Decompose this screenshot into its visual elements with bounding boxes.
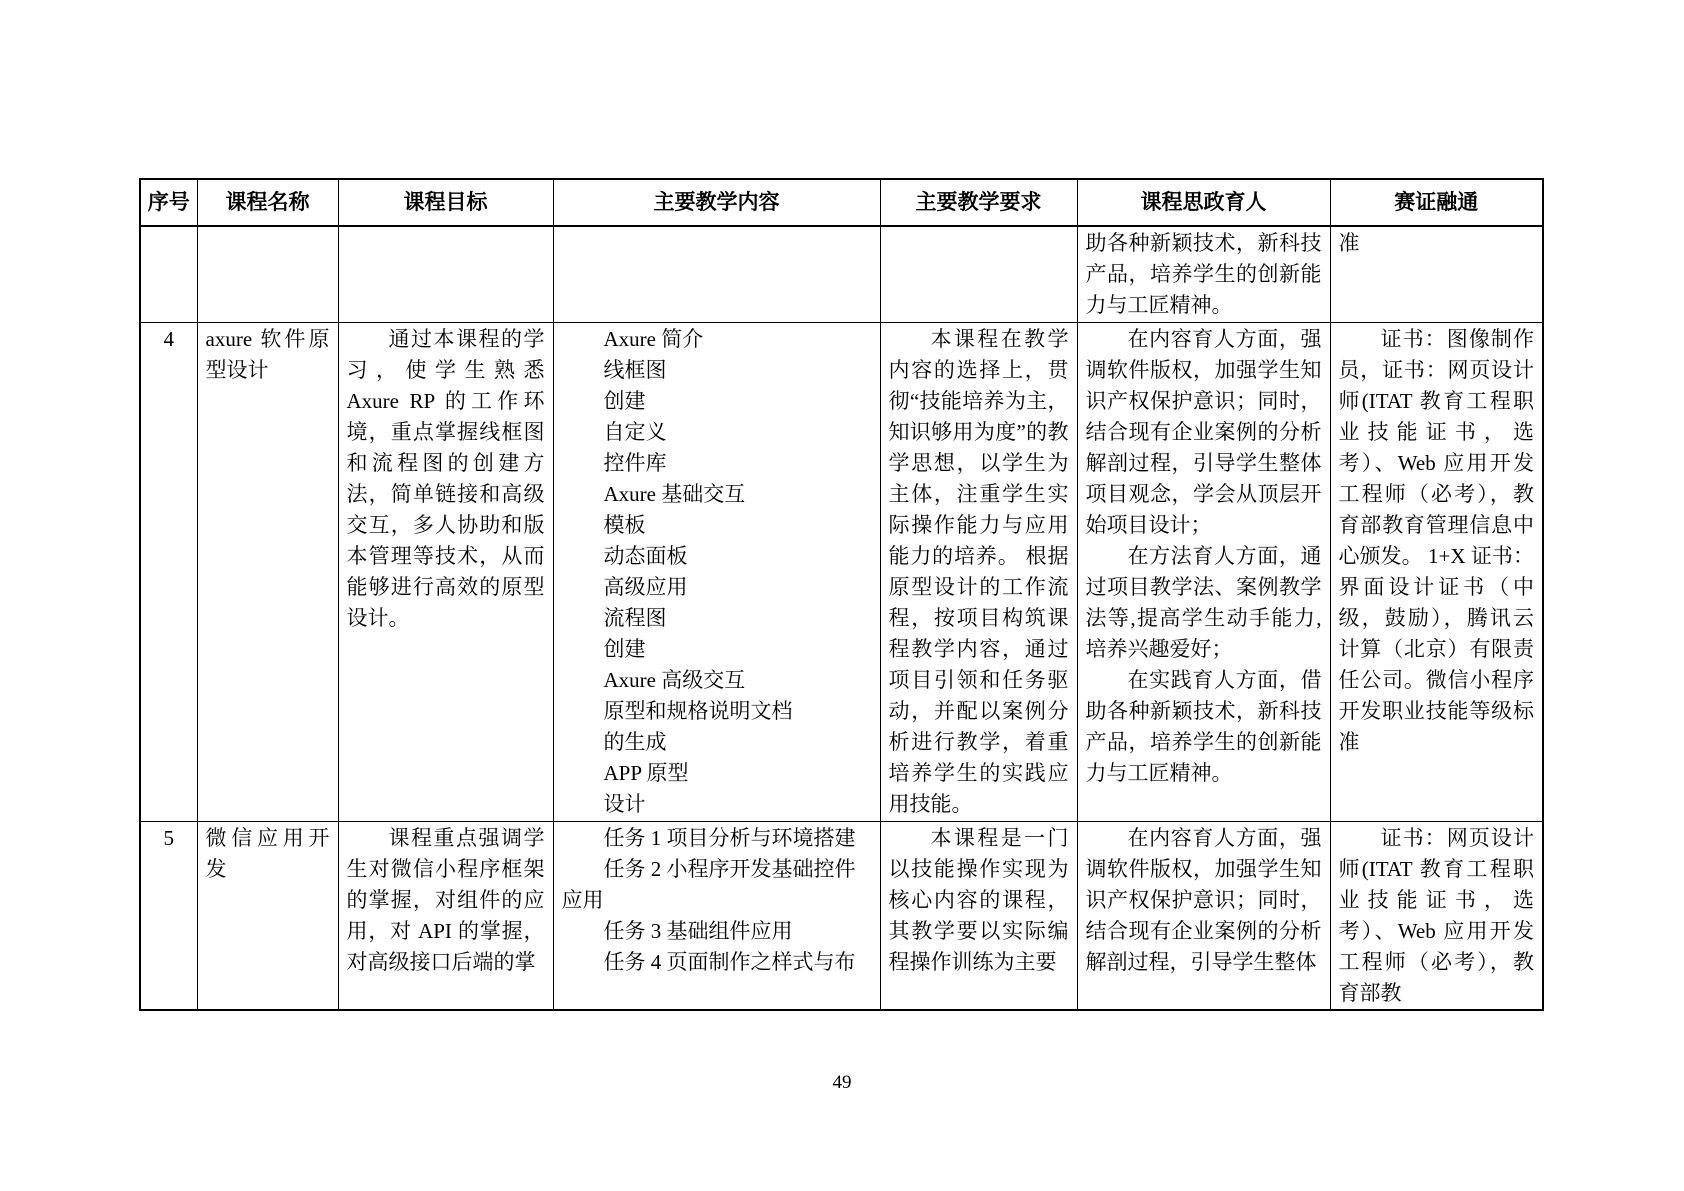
course-plan-table	[139, 178, 1544, 1011]
objective-paragraph: 通过本课程的学习，使学生熟悉 Axure RP 的工作环境，重点掌握线框图和流程图的创建方法，简单链接和高级交互，多人协助和版本管理等技术，从而能够进行高效的原型设计。	[346, 326, 545, 630]
content-line: 创建	[603, 388, 646, 413]
page-number: 49	[832, 1072, 852, 1093]
content-line: 流程图	[603, 605, 667, 630]
col-header-content: 主要教学内容	[553, 179, 880, 226]
content-line: 的生成	[603, 729, 667, 754]
content-line: 应用	[561, 887, 604, 912]
content-line: Axure 简介	[603, 326, 704, 351]
seq-cell: 4	[140, 322, 197, 821]
requirements-cell	[880, 226, 1077, 322]
content-line: APP 原型	[603, 760, 689, 785]
seq-cell: 5	[140, 821, 197, 1010]
content-line: 动态面板	[603, 543, 688, 568]
content-line: 任务 2 小程序开发基础控件	[603, 856, 856, 881]
col-header-objective: 课程目标	[338, 179, 553, 226]
requirements-cell	[880, 322, 1077, 821]
course-name-cell	[197, 226, 338, 322]
ideology-paragraph: 助各种新颖技术，新科技产品，培养学生的创新能力与工匠精神。	[1085, 231, 1322, 317]
certificates-paragraph: 证书：图像制作员，证书：网页设计师(ITAT 教育工程职业技能证书，选考）、Web 应用开发工程师（必考），教育部教育管理信息中心颁发。 1+X 证书：界面设计证书（中级，鼓励），腾讯云计算（北京）有限责任公司。微信小程序开发职业技能等级标准	[1338, 326, 1534, 754]
header-row	[140, 179, 1543, 226]
content-line: 原型和规格说明文档	[603, 698, 793, 723]
ideology-paragraph: 在内容育人方面，强调软件版权，加强学生知识产权保护意识；同时，结合现有企业案例的分析解剖过程，引导学生整体	[1085, 825, 1322, 974]
content-cell	[553, 226, 880, 322]
certificates-cell	[1330, 821, 1543, 1010]
objective-cell	[338, 226, 553, 322]
requirements-paragraph: 本课程在教学内容的选择上，贯彻“技能培养为主，知识够用为度”的教学思想，以学生为主体，注重学生实际操作能力与应用能力的培养。 根据原型设计的工作流程，按项目构筑课程教学内容，通过项目引领和任务驱动，并配以案例分析进行教学，着重培养学生的实践应用技能。	[888, 326, 1069, 816]
ideology-cell	[1077, 226, 1330, 322]
certificates-paragraph: 证书：网页设计师(ITAT 教育工程职业技能证书，选考）、Web 应用开发工程师（必考），教育部教	[1338, 825, 1534, 1005]
objective-cell	[338, 821, 553, 1010]
seq-cell	[140, 226, 197, 322]
certificates-paragraph: 准	[1338, 231, 1360, 255]
table-row-continuation	[140, 226, 1543, 322]
requirements-paragraph: 本课程是一门以技能操作实现为核心内容的课程，其教学要以实际编程操作训练为主要	[888, 825, 1069, 974]
content-line: 线框图	[603, 357, 667, 382]
col-header-course-name: 课程名称	[197, 179, 338, 226]
content-line: 设计	[603, 791, 646, 816]
objective-cell	[338, 322, 553, 821]
objective-paragraph: 课程重点强调学生对微信小程序框架的掌握，对组件的应用，对 API 的掌握，对高级接口后端的掌	[346, 825, 545, 974]
table-row-course-4	[140, 322, 1543, 821]
requirements-cell	[880, 821, 1077, 1010]
content-line: 任务 1 项目分析与环境搭建	[603, 825, 856, 850]
content-line: 任务 3 基础组件应用	[603, 918, 793, 943]
content-line: 任务 4 页面制作之样式与布	[603, 949, 856, 974]
content-line: 自定义	[603, 419, 667, 444]
col-header-certificates: 赛证融通	[1330, 179, 1543, 226]
content-cell	[553, 821, 880, 1010]
certificates-cell	[1330, 322, 1543, 821]
content-line: 模板	[603, 512, 646, 537]
col-header-ideology: 课程思政育人	[1077, 179, 1330, 226]
content-line: Axure 基础交互	[603, 481, 746, 506]
col-header-seq: 序号	[140, 179, 197, 226]
ideology-cell	[1077, 821, 1330, 1010]
ideology-paragraph: 在内容育人方面，强调软件版权，加强学生知识产权保护意识；同时，结合现有企业案例的分析解剖过程，引导学生整体项目观念，学会从顶层开始项目设计；	[1085, 326, 1322, 537]
content-line: Axure 高级交互	[603, 667, 746, 692]
content-line: 控件库	[603, 450, 667, 475]
ideology-paragraph: 在实践育人方面，借助各种新颖技术，新科技产品，培养学生的创新能力与工匠精神。	[1085, 667, 1322, 785]
col-header-requirements: 主要教学要求	[880, 179, 1077, 226]
content-line: 创建	[603, 636, 646, 661]
course-name-cell: axure 软件原型设计	[197, 322, 338, 821]
certificates-cell	[1330, 226, 1543, 322]
content-line: 高级应用	[603, 574, 688, 599]
ideology-paragraph: 在方法育人方面，通过项目教学法、案例教学法等,提高学生动手能力,培养兴趣爱好；	[1085, 543, 1322, 661]
content-cell	[553, 322, 880, 821]
course-name-cell: 微信应用开发	[197, 821, 338, 1010]
table-row-course-5	[140, 821, 1543, 1010]
ideology-cell	[1077, 322, 1330, 821]
